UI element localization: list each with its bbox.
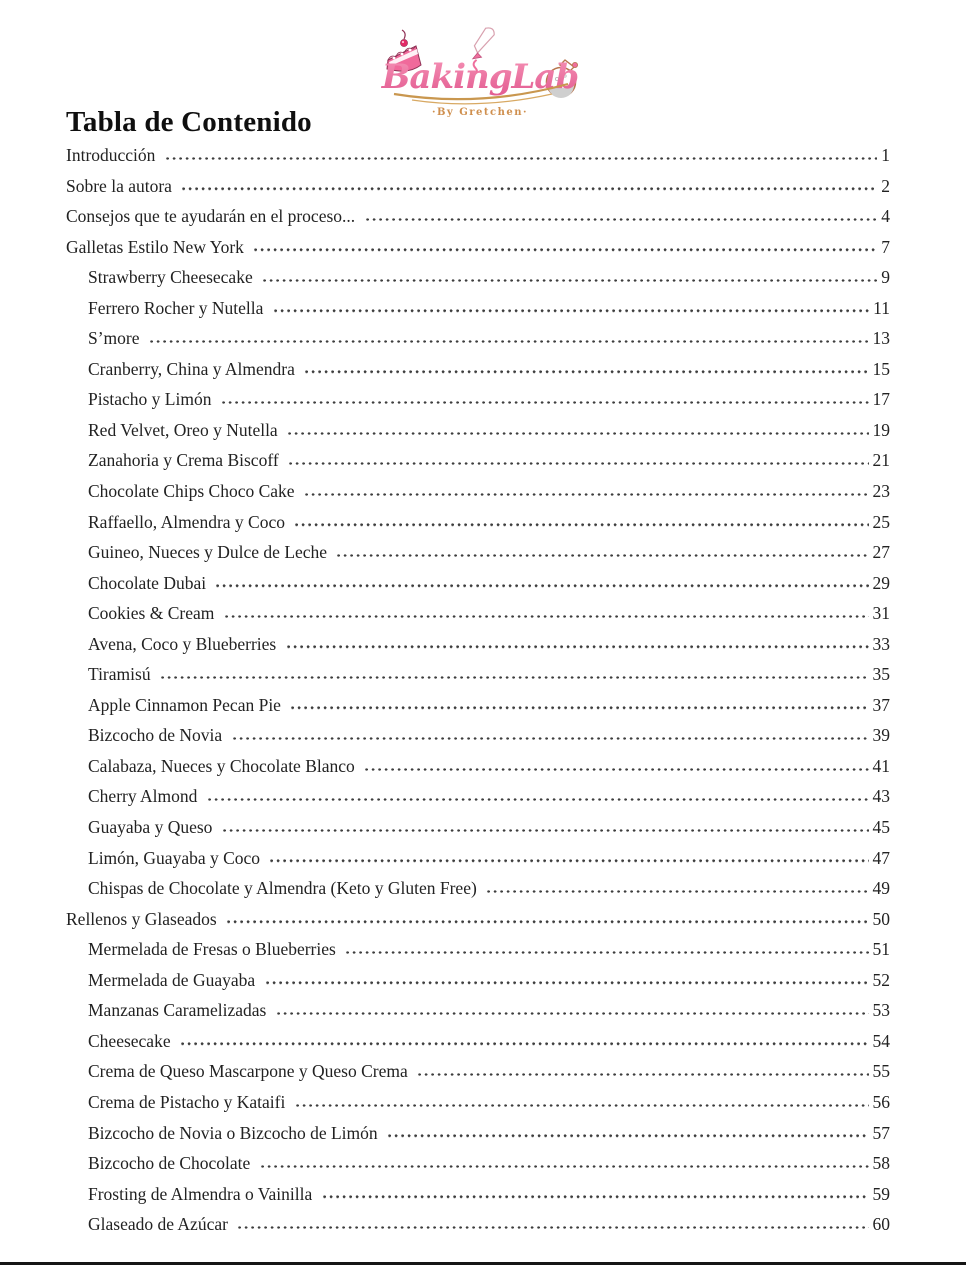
toc-leader-dots — [181, 1042, 869, 1045]
toc-entry — [66, 573, 890, 604]
toc-page-number: 4 — [881, 206, 890, 227]
toc-leader-dots — [227, 920, 868, 923]
toc-entry — [66, 970, 890, 1001]
toc-page-number: 2 — [881, 175, 890, 196]
toc-entry — [66, 1214, 890, 1245]
toc-leader-dots — [161, 676, 869, 679]
toc-leader-dots — [225, 615, 869, 618]
toc-entry-label: Cheesecake — [88, 1030, 175, 1051]
toc-entry-label: Avena, Coco y Blueberries — [88, 633, 281, 654]
toc-entry-label: Bizcocho de Chocolate — [88, 1153, 255, 1174]
toc-leader-dots — [166, 157, 877, 160]
toc-entry — [66, 481, 890, 512]
toc-entry-label: Cherry Almond — [88, 786, 202, 807]
toc-entry-label: Rellenos y Glaseados — [66, 908, 222, 929]
toc-entry-label: Mermelada de Guayaba — [88, 969, 260, 990]
toc-entry — [66, 328, 890, 359]
toc-entry-label: Zanahoria y Crema Biscoff — [88, 450, 284, 471]
toc-leader-dots — [305, 370, 868, 373]
toc-page-number: 59 — [872, 1183, 890, 1204]
toc-entry — [66, 664, 890, 695]
toc-entry-label: Sobre la autora — [66, 175, 177, 196]
toc-entry-label: S’more — [88, 328, 144, 349]
toc-entry — [66, 878, 890, 909]
brand-name-text: BakingLab — [381, 57, 579, 97]
toc-page-number: 56 — [872, 1091, 890, 1112]
toc-page-number: 53 — [872, 1000, 890, 1021]
toc-entry — [66, 1031, 890, 1062]
toc-leader-dots — [233, 737, 869, 740]
toc-page-number: 9 — [881, 267, 890, 288]
toc-leader-dots — [263, 279, 877, 282]
brand-logo-art — [380, 24, 586, 118]
toc-entry-label: Raffaello, Almendra y Coco — [88, 511, 290, 532]
toc-entry-label: Chispas de Chocolate y Almendra (Keto y Gluten Free) — [88, 878, 482, 899]
toc-entry-label: Limón, Guayaba y Coco — [88, 847, 265, 868]
toc-leader-dots — [254, 248, 877, 251]
brand-byline-text: ·By Gretchen· — [432, 107, 528, 118]
toc-entry-label: Guineo, Nueces y Dulce de Leche — [88, 542, 332, 563]
toc-page-number: 1 — [881, 145, 890, 165]
toc-page-number: 47 — [872, 847, 890, 868]
toc-entry-label: Frosting de Almendra o Vainilla — [88, 1183, 317, 1204]
toc-entry — [66, 298, 890, 329]
toc-page-number: 51 — [872, 939, 890, 960]
toc-entry-label: Bizcocho de Novia — [88, 725, 227, 746]
toc-entry-label: Galletas Estilo New York — [66, 236, 249, 257]
toc-leader-dots — [487, 890, 868, 893]
toc-entry — [66, 634, 890, 665]
toc-entry-label: Crema de Pistacho y Kataifi — [88, 1091, 290, 1112]
toc-entry-label: Glaseado de Azúcar — [88, 1214, 233, 1235]
toc-page-number: 57 — [872, 1122, 890, 1143]
toc-entry — [66, 359, 890, 390]
toc-leader-dots — [238, 1226, 868, 1229]
toc-entry-label: Guayaba y Queso — [88, 817, 217, 838]
toc-leader-dots — [388, 1134, 868, 1137]
toc-leader-dots — [291, 706, 868, 709]
toc-entry — [66, 725, 890, 756]
toc-entry-label: Cookies & Cream — [88, 603, 219, 624]
page-title: Tabla de Contenido — [66, 106, 312, 138]
toc-page-number: 25 — [872, 511, 890, 532]
toc-leader-dots — [296, 1104, 869, 1107]
toc-entry — [66, 176, 890, 207]
toc-entry — [66, 939, 890, 970]
toc-leader-dots — [346, 951, 868, 954]
toc-leader-dots — [365, 768, 868, 771]
toc-leader-dots — [274, 309, 869, 312]
toc-entry — [66, 1092, 890, 1123]
toc-page-number: 27 — [872, 542, 890, 563]
toc-entry-label: Chocolate Chips Choco Cake — [88, 481, 299, 502]
toc-entry — [66, 389, 890, 420]
toc-page-number: 45 — [872, 817, 890, 838]
toc-leader-dots — [305, 493, 869, 496]
toc-entry-label: Tiramisú — [88, 664, 155, 685]
toc-page-number: 35 — [872, 664, 890, 685]
toc-entry-label: Apple Cinnamon Pecan Pie — [88, 694, 286, 715]
toc-entry-label: Cranberry, China y Almendra — [88, 358, 300, 379]
toc-entry — [66, 1123, 890, 1154]
toc-page-number: 13 — [872, 328, 890, 349]
toc-entry-label: Bizcocho de Novia o Bizcocho de Limón — [88, 1122, 383, 1143]
toc-leader-dots — [182, 187, 877, 190]
toc-page-number: 15 — [872, 358, 890, 379]
toc-entry-label: Pistacho y Limón — [88, 389, 216, 410]
toc-entry — [66, 1000, 890, 1031]
toc-page-number: 54 — [872, 1030, 890, 1051]
toc-page-number: 52 — [872, 969, 890, 990]
toc-entry-label: Manzanas Caramelizadas — [88, 1000, 271, 1021]
toc-leader-dots — [261, 1165, 869, 1168]
toc-leader-dots — [266, 981, 869, 984]
toc-entry — [66, 237, 890, 268]
toc-entry — [66, 450, 890, 481]
toc-page-number: 43 — [872, 786, 890, 807]
toc-entry-label: Consejos que te ayudarán en el proceso... — [66, 206, 360, 227]
toc-leader-dots — [288, 432, 868, 435]
toc-entry — [66, 206, 890, 237]
toc-page-number: 49 — [872, 878, 890, 899]
toc-page-number: 39 — [872, 725, 890, 746]
toc-page-number: 21 — [872, 450, 890, 471]
toc-entry — [66, 786, 890, 817]
brand-logo — [0, 24, 966, 118]
toc-leader-dots — [289, 462, 868, 465]
toc-page-number: 60 — [872, 1214, 890, 1235]
toc-page-number: 37 — [872, 694, 890, 715]
toc-entry-label: Calabaza, Nueces y Chocolate Blanco — [88, 755, 360, 776]
table-of-contents — [66, 145, 890, 1245]
toc-entry — [66, 145, 890, 176]
toc-page-number: 7 — [881, 236, 890, 257]
toc-entry — [66, 695, 890, 726]
toc-leader-dots — [323, 1195, 869, 1198]
toc-page-number: 29 — [872, 572, 890, 593]
toc-leader-dots — [208, 798, 869, 801]
toc-entry — [66, 756, 890, 787]
toc-entry-label: Red Velvet, Oreo y Nutella — [88, 419, 283, 440]
toc-entry — [66, 909, 890, 940]
toc-entry-label: Introducción — [66, 145, 160, 165]
toc-entry-label: Chocolate Dubai — [88, 572, 211, 593]
toc-leader-dots — [222, 401, 869, 404]
toc-entry-label: Strawberry Cheesecake — [88, 267, 258, 288]
toc-page-number: 41 — [872, 755, 890, 776]
toc-page-number: 58 — [872, 1153, 890, 1174]
toc-entry — [66, 1153, 890, 1184]
toc-leader-dots — [150, 340, 869, 343]
toc-page-number: 17 — [872, 389, 890, 410]
toc-leader-dots — [366, 218, 878, 221]
toc-leader-dots — [418, 1073, 868, 1076]
toc-entry — [66, 1184, 890, 1215]
toc-entry — [66, 267, 890, 298]
toc-entry — [66, 420, 890, 451]
toc-page-number: 23 — [872, 481, 890, 502]
toc-leader-dots — [216, 584, 868, 587]
toc-entry — [66, 848, 890, 879]
toc-leader-dots — [337, 554, 868, 557]
toc-entry — [66, 542, 890, 573]
toc-leader-dots — [277, 1012, 869, 1015]
toc-entry-label: Mermelada de Fresas o Blueberries — [88, 939, 341, 960]
toc-page-number: 11 — [873, 297, 890, 318]
toc-leader-dots — [295, 523, 868, 526]
toc-entry — [66, 1061, 890, 1092]
toc-page-number: 19 — [872, 419, 890, 440]
toc-page-number: 33 — [872, 633, 890, 654]
toc-page-number: 31 — [872, 603, 890, 624]
toc-entry — [66, 512, 890, 543]
toc-leader-dots — [270, 859, 868, 862]
toc-entry-label: Crema de Queso Mascarpone y Queso Crema — [88, 1061, 413, 1082]
toc-page-number: 55 — [872, 1061, 890, 1082]
toc-page-number: 50 — [872, 908, 890, 929]
toc-leader-dots — [287, 645, 869, 648]
toc-entry-label: Ferrero Rocher y Nutella — [88, 297, 268, 318]
toc-entry — [66, 817, 890, 848]
toc-leader-dots — [223, 829, 869, 832]
page-bottom-divider — [0, 1262, 966, 1265]
toc-entry — [66, 603, 890, 634]
